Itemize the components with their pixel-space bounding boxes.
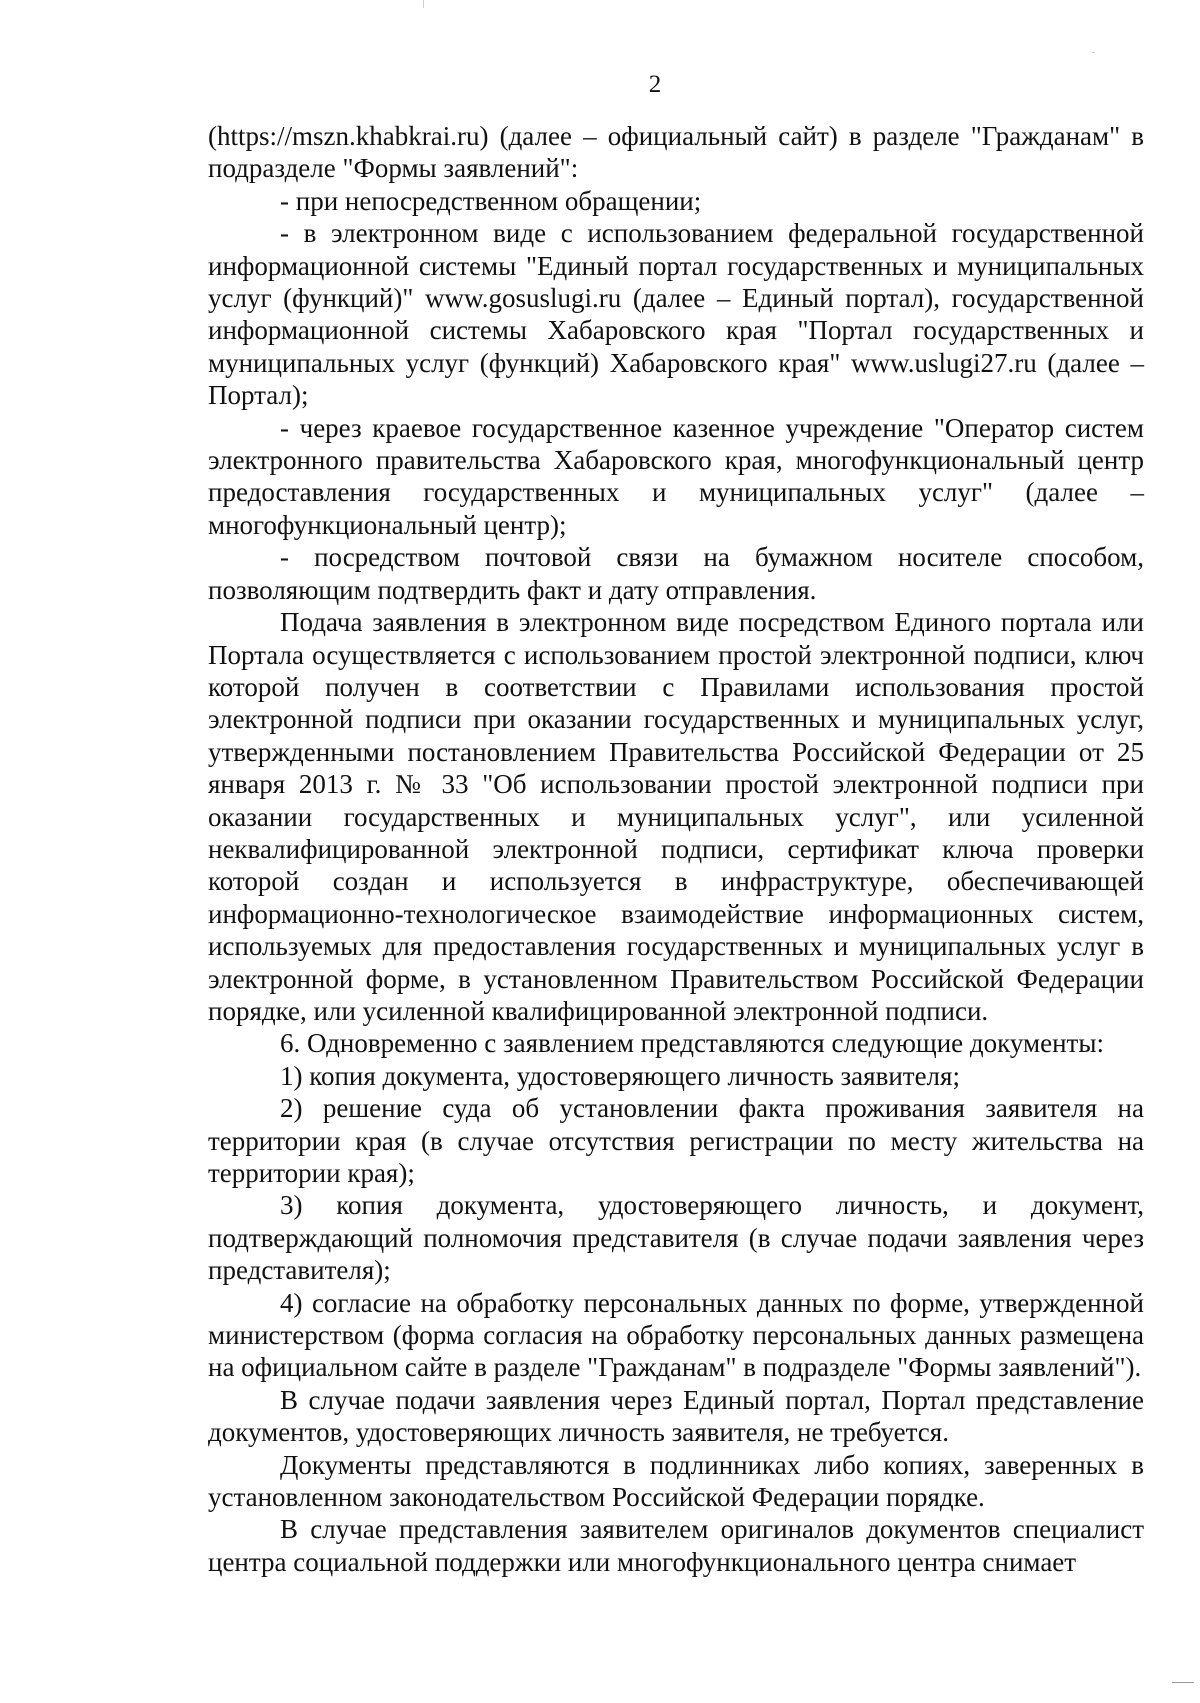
list-item-electronic-portal: - в электронном виде с использованием федеральной государственной информационной системы "Единый портал государственных и муниципальных услуг (функций)" www.gosuslugi.ru (далее – Единый портал), государственной информационной системы Хабаровского края "Портал государственных и муниципальных услуг (функций) Хабаровского края" www.uslugi27.ru (далее – Портал); xyxy=(208,218,1144,411)
list-item-postal: - посредством почтовой связи на бумажном носителе способом, позволяющим подтвердить факт и дату отправления. xyxy=(208,542,1144,605)
list-item-doc-2: 2) решение суда об установлении факта проживания заявителя на территории края (в случае отсутствия регистрации по месту жительства на территории края); xyxy=(208,1093,1144,1188)
document-body xyxy=(208,120,1144,1578)
paragraph-website-reference: (https://mszn.khabkrai.ru) (далее – официальный сайт) в разделе "Гражданам" в подразделе "Формы заявлений": xyxy=(208,121,1144,184)
scan-artifact-right xyxy=(1092,52,1095,53)
scan-artifact-bottom xyxy=(1172,1682,1194,1683)
paragraph-portal-exemption: В случае подачи заявления через Единый портал, Портал представление документов, удостоверяющих личность заявителя, не требуется. xyxy=(208,1384,1144,1448)
page-number: 2 xyxy=(648,71,662,98)
list-item-doc-3: 3) копия документа, удостоверяющего личность, и документ, подтверждающий полномочия представителя (в случае подачи заявления через представителя); xyxy=(208,1190,1144,1286)
list-item-direct-visit: - при непосредственном обращении; xyxy=(280,185,702,216)
paragraph-section-6-heading: 6. Одновременно с заявлением представляются следующие документы: xyxy=(280,1028,1104,1059)
list-item-doc-1: 1) копия документа, удостоверяющего личность заявителя; xyxy=(280,1060,960,1091)
list-item-mfc: - через краевое государственное казенное учреждение "Оператор систем электронного правительства Хабаровского края, многофункциональный центр предоставления государственных и муниципальных услуг" (далее – многофункциональный центр); xyxy=(208,412,1144,540)
paragraph-electronic-signature: Подача заявления в электронном виде посредством Единого портала или Портала осуществляется с использованием простой электронной подписи, ключ которой получен в соответствии с Правилами использования простой электронной подписи при оказании государственных и муниципальных услуг, утвержденными постановлением Правительства Российской Федерации от 25 января 2013 г. № 33 "Об использовании простой электронной подписи при оказании государственных и муниципальных услуг", или усиленной неквалифицированной электронной подписи, сертификат ключа проверки которой создан и используется в инфраструктуре, обеспечивающей информационно-технологическое взаимодействие информационных систем, используемых для предоставления государственных и муниципальных услуг в электронной форме, в установленном Правительством Российской Федерации порядке, или усиленной квалифицированной электронной подписи. xyxy=(208,607,1144,1026)
list-item-doc-4: 4) согласие на обработку персональных данных по форме, утвержденной министерством (форма согласия на обработку персональных данных размещена на официальном сайте в разделе "Гражданам" в подразделе "Формы заявлений"). xyxy=(208,1287,1144,1383)
scan-artifact-top xyxy=(423,0,424,8)
paragraph-originals-copies: Документы представляются в подлинниках либо копиях, заверенных в установленном законодательством Российской Федерации порядке. xyxy=(208,1449,1144,1513)
paragraph-originals-handling: В случае представления заявителем оригиналов документов специалист центра социальной поддержки или многофункционального центра снимает xyxy=(208,1514,1144,1577)
